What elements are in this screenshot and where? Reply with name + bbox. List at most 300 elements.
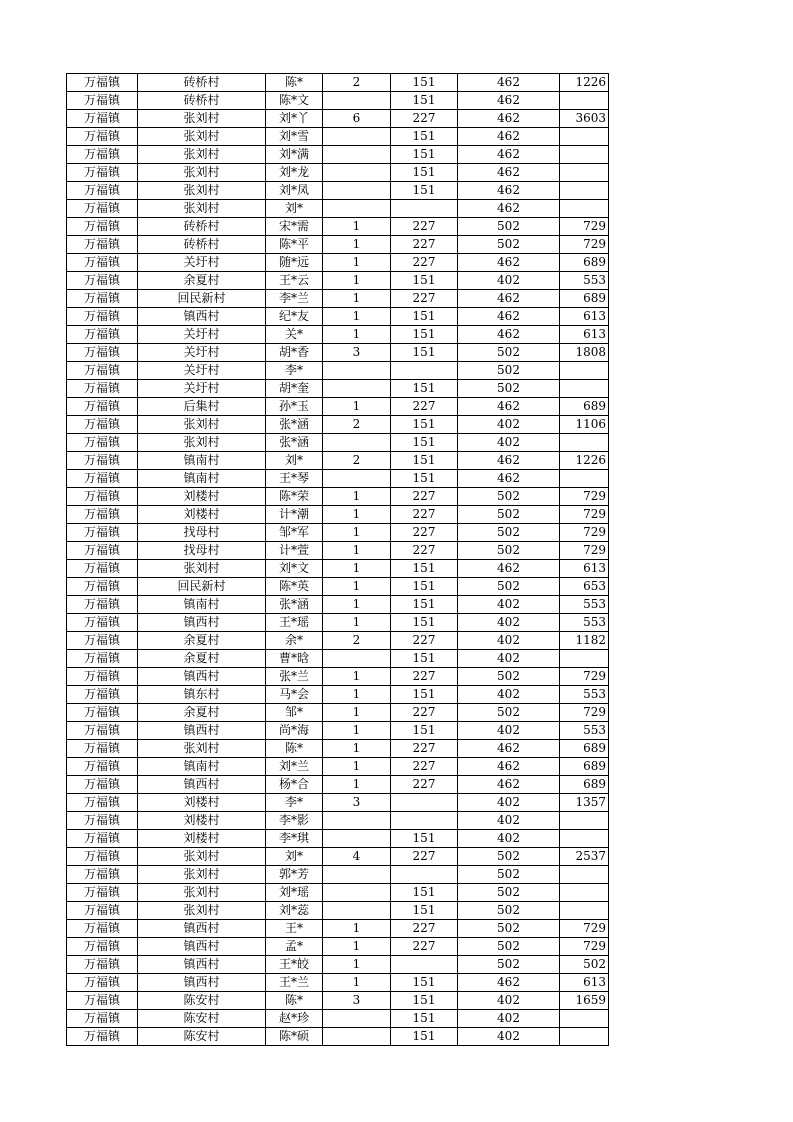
total-cell [560,434,609,452]
town-cell: 万福镇 [67,1010,138,1028]
village-cell: 张刘村 [138,110,266,128]
table-row [67,542,609,560]
village-cell: 张刘村 [138,884,266,902]
value-a-cell: 151 [391,326,458,344]
person-cell: 刘*丫 [266,110,323,128]
person-cell: 随*远 [266,254,323,272]
household-count-cell: 1 [323,758,391,776]
value-b-cell: 502 [458,920,560,938]
value-b-cell: 502 [458,956,560,974]
table-row [67,164,609,182]
value-b-cell: 502 [458,578,560,596]
total-cell [560,812,609,830]
value-b-cell: 502 [458,902,560,920]
value-a-cell: 227 [391,254,458,272]
value-a-cell: 151 [391,452,458,470]
table-row [67,110,609,128]
town-cell: 万福镇 [67,74,138,92]
person-cell: 陈*硕 [266,1028,323,1046]
table-row [67,290,609,308]
value-a-cell: 227 [391,920,458,938]
person-cell: 宋*需 [266,218,323,236]
value-b-cell: 462 [458,146,560,164]
person-cell: 张*涵 [266,416,323,434]
value-a-cell: 227 [391,668,458,686]
town-cell: 万福镇 [67,470,138,488]
value-a-cell [391,956,458,974]
person-cell: 胡*奎 [266,380,323,398]
value-b-cell: 462 [458,326,560,344]
total-cell [560,128,609,146]
town-cell: 万福镇 [67,326,138,344]
value-b-cell: 402 [458,614,560,632]
village-cell: 张刘村 [138,434,266,452]
total-cell [560,866,609,884]
table-row [67,740,609,758]
village-cell: 镇南村 [138,758,266,776]
value-a-cell: 151 [391,92,458,110]
person-cell: 邹* [266,704,323,722]
household-count-cell: 4 [323,848,391,866]
household-count-cell: 1 [323,488,391,506]
total-cell: 553 [560,272,609,290]
person-cell: 陈* [266,74,323,92]
total-cell: 2537 [560,848,609,866]
household-count-cell: 1 [323,686,391,704]
table-row [67,758,609,776]
town-cell: 万福镇 [67,992,138,1010]
total-cell [560,650,609,668]
person-cell: 曹*晗 [266,650,323,668]
person-cell: 刘*蕊 [266,902,323,920]
total-cell [560,830,609,848]
value-a-cell: 227 [391,704,458,722]
table-row [67,200,609,218]
town-cell: 万福镇 [67,938,138,956]
table-row [67,974,609,992]
table-row [67,398,609,416]
table-row [67,920,609,938]
household-count-cell: 3 [323,794,391,812]
table-row [67,416,609,434]
table-row [67,1010,609,1028]
town-cell: 万福镇 [67,182,138,200]
table-row [67,794,609,812]
town-cell: 万福镇 [67,110,138,128]
household-count-cell [323,1010,391,1028]
village-cell: 陈安村 [138,1028,266,1046]
town-cell: 万福镇 [67,416,138,434]
value-a-cell: 151 [391,416,458,434]
table-body [67,74,609,1046]
household-count-cell [323,146,391,164]
village-cell: 找母村 [138,542,266,560]
household-count-cell: 1 [323,722,391,740]
person-cell: 胡*香 [266,344,323,362]
value-b-cell: 462 [458,254,560,272]
total-cell: 1808 [560,344,609,362]
village-cell: 回民新村 [138,578,266,596]
town-cell: 万福镇 [67,344,138,362]
value-b-cell: 502 [458,218,560,236]
village-cell: 张刘村 [138,560,266,578]
total-cell: 553 [560,686,609,704]
total-cell: 553 [560,722,609,740]
town-cell: 万福镇 [67,452,138,470]
village-cell: 砖桥村 [138,74,266,92]
town-cell: 万福镇 [67,758,138,776]
table-row [67,902,609,920]
village-cell: 余夏村 [138,632,266,650]
table-row [67,722,609,740]
household-count-cell: 1 [323,776,391,794]
value-a-cell [391,794,458,812]
person-cell: 张*涵 [266,596,323,614]
town-cell: 万福镇 [67,596,138,614]
town-cell: 万福镇 [67,686,138,704]
value-b-cell: 402 [458,992,560,1010]
value-b-cell: 502 [458,704,560,722]
town-cell: 万福镇 [67,92,138,110]
household-count-cell [323,902,391,920]
value-a-cell: 151 [391,686,458,704]
household-count-cell [323,1028,391,1046]
village-cell: 刘楼村 [138,830,266,848]
town-cell: 万福镇 [67,866,138,884]
village-cell: 刘楼村 [138,812,266,830]
town-cell: 万福镇 [67,146,138,164]
table-row [67,380,609,398]
person-cell: 刘*瑶 [266,884,323,902]
household-count-cell: 1 [323,704,391,722]
person-cell: 刘*文 [266,560,323,578]
value-b-cell: 462 [458,290,560,308]
household-count-cell: 1 [323,560,391,578]
town-cell: 万福镇 [67,614,138,632]
value-a-cell: 227 [391,218,458,236]
person-cell: 邹*军 [266,524,323,542]
town-cell: 万福镇 [67,920,138,938]
person-cell: 陈*平 [266,236,323,254]
value-a-cell: 151 [391,902,458,920]
village-cell: 镇西村 [138,614,266,632]
value-a-cell: 227 [391,542,458,560]
household-count-cell [323,866,391,884]
town-cell: 万福镇 [67,1028,138,1046]
village-cell: 找母村 [138,524,266,542]
value-a-cell: 151 [391,884,458,902]
person-cell: 李* [266,794,323,812]
town-cell: 万福镇 [67,740,138,758]
value-b-cell: 402 [458,1010,560,1028]
table-row [67,812,609,830]
total-cell [560,182,609,200]
table-row [67,1028,609,1046]
total-cell: 689 [560,740,609,758]
town-cell: 万福镇 [67,722,138,740]
household-count-cell: 1 [323,290,391,308]
table-row [67,650,609,668]
value-b-cell: 402 [458,650,560,668]
town-cell: 万福镇 [67,974,138,992]
total-cell: 1226 [560,74,609,92]
person-cell: 陈* [266,740,323,758]
household-count-cell: 1 [323,920,391,938]
value-b-cell: 402 [458,632,560,650]
person-cell: 张*涵 [266,434,323,452]
town-cell: 万福镇 [67,380,138,398]
household-count-cell: 1 [323,596,391,614]
table-row [67,452,609,470]
village-cell: 余夏村 [138,650,266,668]
table-row [67,632,609,650]
town-cell: 万福镇 [67,542,138,560]
total-cell: 613 [560,326,609,344]
town-cell: 万福镇 [67,830,138,848]
value-b-cell: 402 [458,272,560,290]
table-row [67,992,609,1010]
household-count-cell: 1 [323,218,391,236]
household-count-cell [323,92,391,110]
household-count-cell [323,380,391,398]
value-a-cell: 151 [391,1010,458,1028]
table-row [67,560,609,578]
value-b-cell: 462 [458,92,560,110]
person-cell: 纪*友 [266,308,323,326]
person-cell: 刘* [266,452,323,470]
person-cell: 王*皎 [266,956,323,974]
value-a-cell: 151 [391,992,458,1010]
data-table [66,73,609,1046]
household-count-cell [323,182,391,200]
town-cell: 万福镇 [67,956,138,974]
total-cell: 1106 [560,416,609,434]
table-row [67,686,609,704]
value-b-cell: 502 [458,362,560,380]
value-a-cell: 227 [391,524,458,542]
value-a-cell: 151 [391,596,458,614]
village-cell: 张刘村 [138,848,266,866]
table-row [67,938,609,956]
household-count-cell: 1 [323,236,391,254]
table-row [67,488,609,506]
town-cell: 万福镇 [67,272,138,290]
value-b-cell: 402 [458,794,560,812]
town-cell: 万福镇 [67,578,138,596]
table-row [67,470,609,488]
total-cell [560,362,609,380]
total-cell: 1357 [560,794,609,812]
total-cell: 729 [560,488,609,506]
town-cell: 万福镇 [67,254,138,272]
household-count-cell [323,884,391,902]
total-cell: 613 [560,974,609,992]
value-b-cell: 402 [458,830,560,848]
household-count-cell [323,200,391,218]
household-count-cell [323,812,391,830]
household-count-cell: 1 [323,974,391,992]
person-cell: 孙*玉 [266,398,323,416]
table-row [67,524,609,542]
town-cell: 万福镇 [67,200,138,218]
total-cell: 729 [560,938,609,956]
person-cell: 余* [266,632,323,650]
value-a-cell: 151 [391,434,458,452]
person-cell: 陈*荣 [266,488,323,506]
person-cell: 尚*海 [266,722,323,740]
village-cell: 镇西村 [138,974,266,992]
household-count-cell [323,830,391,848]
total-cell: 689 [560,758,609,776]
household-count-cell: 1 [323,740,391,758]
value-a-cell [391,866,458,884]
total-cell: 689 [560,254,609,272]
value-b-cell: 502 [458,884,560,902]
village-cell: 张刘村 [138,128,266,146]
table-row [67,182,609,200]
table-row [67,344,609,362]
table-row [67,776,609,794]
table-row [67,866,609,884]
value-b-cell: 502 [458,866,560,884]
village-cell: 张刘村 [138,740,266,758]
total-cell: 502 [560,956,609,974]
town-cell: 万福镇 [67,290,138,308]
village-cell: 刘楼村 [138,794,266,812]
value-b-cell: 462 [458,308,560,326]
household-count-cell: 2 [323,452,391,470]
person-cell: 李*琪 [266,830,323,848]
table-row [67,272,609,290]
village-cell: 镇西村 [138,938,266,956]
town-cell: 万福镇 [67,884,138,902]
table-row [67,92,609,110]
person-cell: 王*瑶 [266,614,323,632]
village-cell: 张刘村 [138,200,266,218]
table-row [67,848,609,866]
total-cell: 3603 [560,110,609,128]
value-a-cell: 227 [391,290,458,308]
person-cell: 刘*龙 [266,164,323,182]
total-cell: 729 [560,506,609,524]
value-b-cell: 462 [458,452,560,470]
village-cell: 回民新村 [138,290,266,308]
table-row [67,362,609,380]
table-row [67,884,609,902]
household-count-cell [323,362,391,380]
value-a-cell: 151 [391,470,458,488]
person-cell: 孟* [266,938,323,956]
person-cell: 陈*英 [266,578,323,596]
value-b-cell: 462 [458,758,560,776]
value-a-cell: 151 [391,308,458,326]
household-count-cell: 1 [323,578,391,596]
village-cell: 镇西村 [138,956,266,974]
household-count-cell: 1 [323,254,391,272]
village-cell: 镇西村 [138,776,266,794]
household-count-cell: 6 [323,110,391,128]
village-cell: 镇西村 [138,722,266,740]
total-cell [560,164,609,182]
value-b-cell: 502 [458,236,560,254]
household-count-cell [323,434,391,452]
village-cell: 余夏村 [138,704,266,722]
household-count-cell: 1 [323,668,391,686]
village-cell: 砖桥村 [138,218,266,236]
person-cell: 王*琴 [266,470,323,488]
town-cell: 万福镇 [67,794,138,812]
table-row [67,578,609,596]
value-b-cell: 462 [458,74,560,92]
person-cell: 陈* [266,992,323,1010]
table-row [67,614,609,632]
value-a-cell: 227 [391,740,458,758]
village-cell: 关圩村 [138,380,266,398]
village-cell: 镇东村 [138,686,266,704]
value-a-cell [391,200,458,218]
value-a-cell: 227 [391,938,458,956]
household-count-cell: 1 [323,524,391,542]
value-a-cell: 227 [391,758,458,776]
person-cell: 计*潮 [266,506,323,524]
total-cell [560,380,609,398]
town-cell: 万福镇 [67,398,138,416]
person-cell: 刘*雪 [266,128,323,146]
total-cell [560,902,609,920]
value-a-cell: 151 [391,128,458,146]
household-count-cell: 1 [323,614,391,632]
town-cell: 万福镇 [67,128,138,146]
household-count-cell: 1 [323,542,391,560]
value-a-cell: 227 [391,398,458,416]
value-a-cell: 227 [391,236,458,254]
value-b-cell: 462 [458,740,560,758]
village-cell: 关圩村 [138,326,266,344]
town-cell: 万福镇 [67,704,138,722]
value-a-cell [391,812,458,830]
person-cell: 杨*合 [266,776,323,794]
total-cell: 729 [560,920,609,938]
village-cell: 余夏村 [138,272,266,290]
total-cell: 689 [560,398,609,416]
town-cell: 万福镇 [67,236,138,254]
table-row [67,506,609,524]
town-cell: 万福镇 [67,218,138,236]
village-cell: 张刘村 [138,146,266,164]
town-cell: 万福镇 [67,488,138,506]
value-a-cell: 151 [391,164,458,182]
total-cell: 553 [560,596,609,614]
person-cell: 张*兰 [266,668,323,686]
household-count-cell: 1 [323,956,391,974]
value-b-cell: 402 [458,812,560,830]
value-a-cell: 227 [391,848,458,866]
value-a-cell: 151 [391,830,458,848]
value-b-cell: 402 [458,416,560,434]
value-a-cell: 151 [391,614,458,632]
total-cell: 1182 [560,632,609,650]
table-row [67,956,609,974]
village-cell: 砖桥村 [138,92,266,110]
person-cell: 赵*珍 [266,1010,323,1028]
village-cell: 镇南村 [138,470,266,488]
town-cell: 万福镇 [67,632,138,650]
value-b-cell: 402 [458,596,560,614]
table-row [67,326,609,344]
town-cell: 万福镇 [67,650,138,668]
value-a-cell: 151 [391,974,458,992]
total-cell: 729 [560,542,609,560]
